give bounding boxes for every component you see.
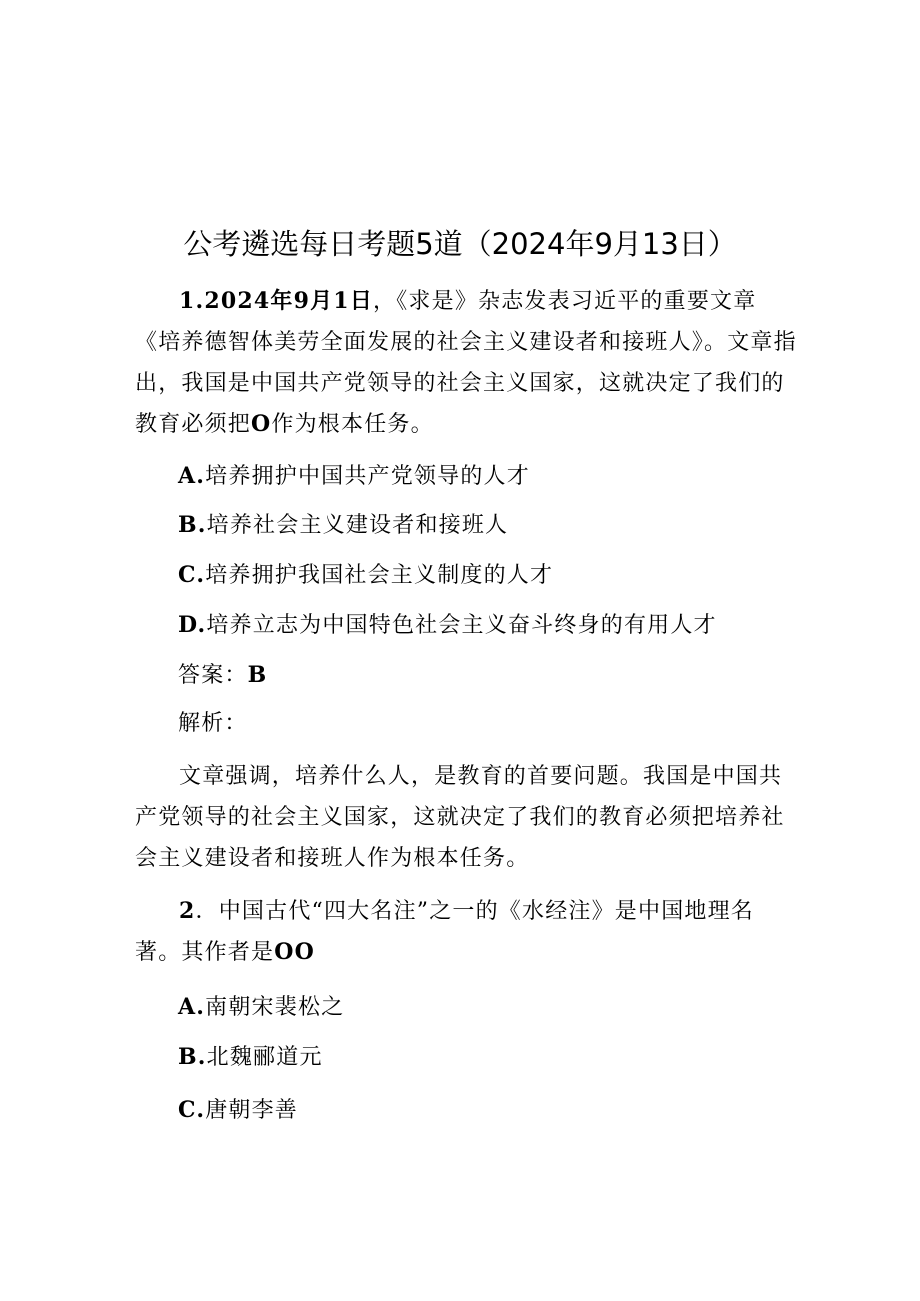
question-2-option-b bbox=[178, 1040, 818, 1075]
question-2-option-a bbox=[178, 990, 818, 1025]
question-2-option-c bbox=[178, 1093, 818, 1128]
option-letter: B. bbox=[178, 1044, 207, 1070]
option-letter: C. bbox=[178, 562, 206, 588]
option-text: 培养社会主义建设者和接班人 bbox=[206, 513, 509, 538]
option-text: 培养立志为中国特色社会主义奋斗终身的有用人才 bbox=[206, 613, 717, 638]
question-1-explanation-label: 解析： bbox=[178, 711, 248, 736]
option-letter: B. bbox=[178, 512, 207, 538]
question-1-blank: O bbox=[251, 411, 272, 437]
answer-label: 答案： bbox=[178, 663, 248, 688]
option-text: 南朝宋裴松之 bbox=[205, 995, 345, 1020]
question-1-number: 1.2024年9月1日 bbox=[179, 288, 374, 314]
option-letter: C. bbox=[178, 1097, 206, 1123]
question-1-option-d bbox=[178, 608, 818, 643]
question-1-option-a bbox=[178, 459, 818, 494]
option-text: 北魏郦道元 bbox=[206, 1045, 323, 1070]
question-1-text-end: 作为根本任务。 bbox=[271, 412, 434, 437]
question-1-stem bbox=[135, 281, 800, 445]
option-text: 培养拥护我国社会主义制度的人才 bbox=[205, 563, 554, 588]
option-letter: D. bbox=[178, 612, 207, 638]
option-text: 唐朝李善 bbox=[205, 1098, 298, 1123]
question-2-text: ．中国古代“四大名注”之一的《水经注》是中国地理名著。其作者是 bbox=[135, 899, 755, 965]
option-letter: A. bbox=[178, 994, 206, 1020]
question-1-text: ，《求是》杂志发表习近平的重要文章《培养德智体美劳全面发展的社会主义建设者和接班人》。文章指出，我国是中国共产党领导的社会主义国家，这就决定了我们的教育必须把 bbox=[135, 289, 797, 437]
question-1-explanation: 文章强调，培养什么人，是教育的首要问题。我国是中国共产党领导的社会主义国家，这就决定了我们的教育必须把培养社会主义建设者和接班人作为根本任务。 bbox=[135, 764, 785, 871]
answer-value: B bbox=[247, 662, 268, 688]
question-1-option-b bbox=[178, 508, 818, 543]
question-2-stem bbox=[135, 891, 800, 973]
question-2-number: 2 bbox=[179, 898, 196, 924]
question-2-blank: OO bbox=[274, 939, 315, 965]
document-title: 公考遴选每日考题5道（2024年9月13日） bbox=[183, 227, 737, 261]
question-1-option-c bbox=[178, 558, 818, 593]
option-letter: A. bbox=[178, 463, 206, 489]
question-1-answer bbox=[178, 658, 818, 693]
option-text: 培养拥护中国共产党领导的人才 bbox=[205, 464, 530, 489]
